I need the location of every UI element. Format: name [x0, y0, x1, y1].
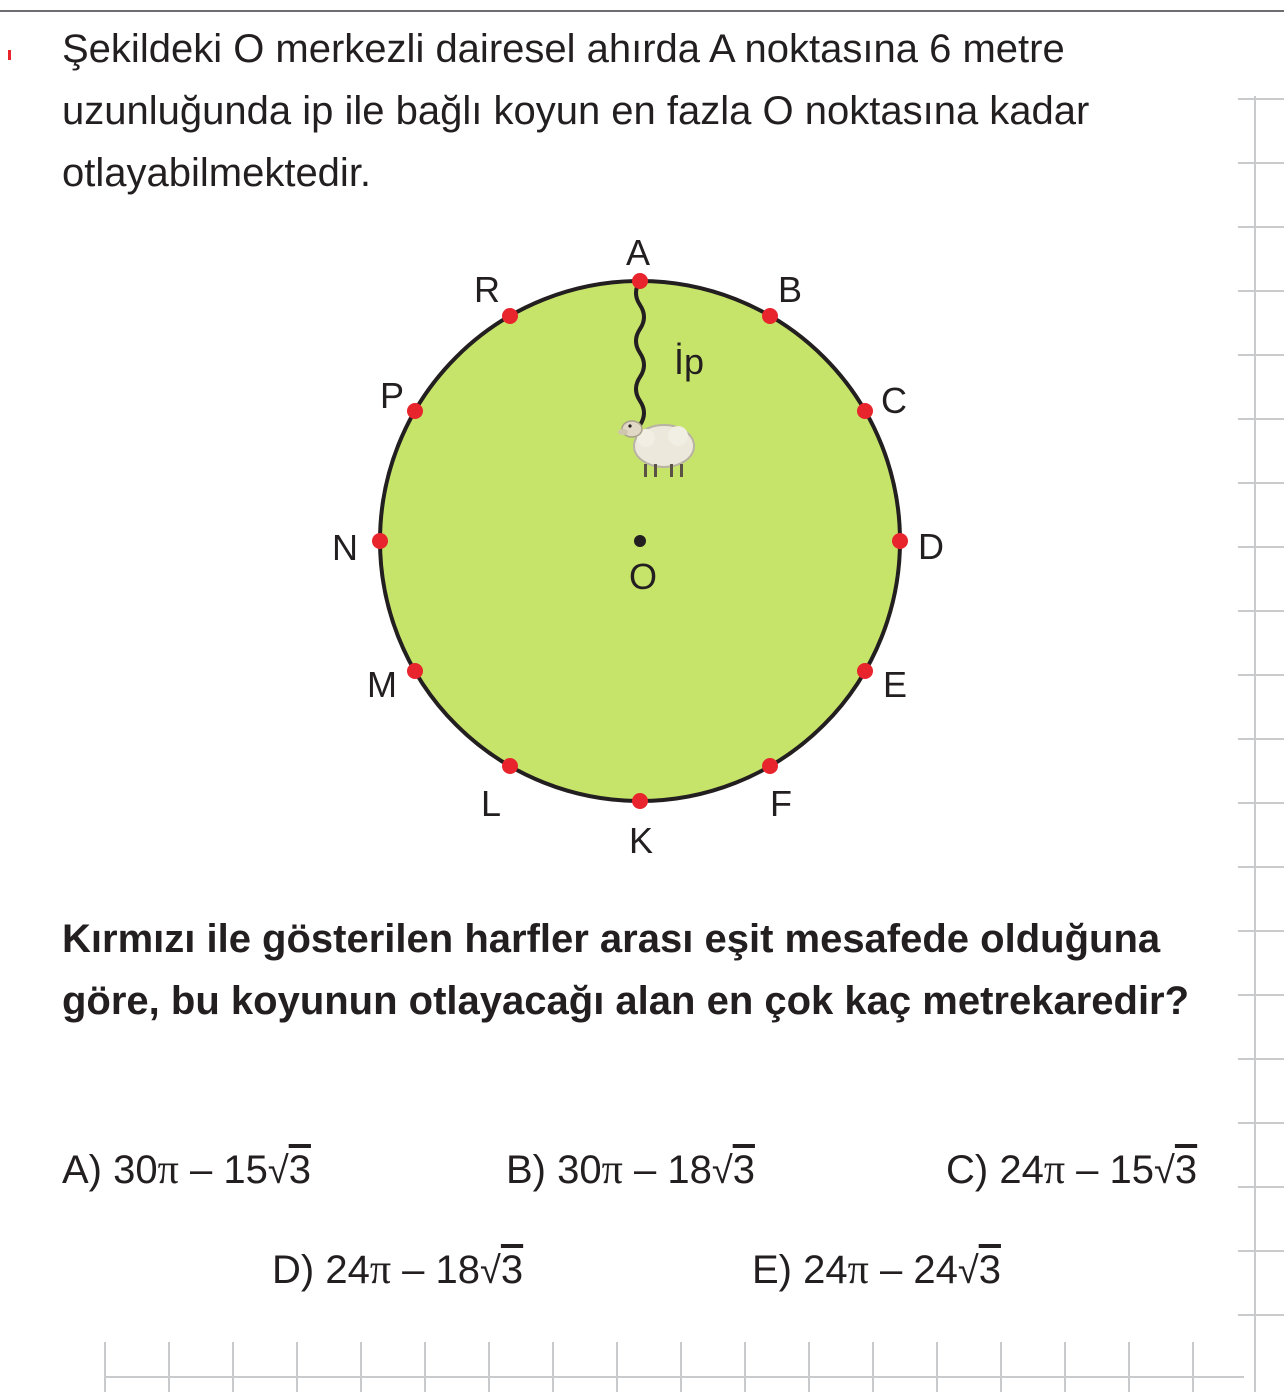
point-label: M: [367, 664, 397, 705]
point-dot: [632, 793, 648, 809]
point-label: B: [777, 269, 803, 310]
point-label: L: [480, 783, 502, 824]
center-label: O: [628, 556, 658, 597]
point-dot: [762, 758, 778, 774]
point-dot: [407, 403, 423, 419]
point-label: P: [379, 375, 405, 416]
point-dot: [632, 273, 648, 289]
point-label: K: [628, 820, 654, 861]
point-dot: [502, 758, 518, 774]
point-dot: [502, 308, 518, 324]
point-dot: [372, 533, 388, 549]
point-dot: [857, 663, 873, 679]
point-label: N: [332, 527, 358, 568]
point-dot: [762, 308, 778, 324]
option-e[interactable]: E) 24π – 24√3: [752, 1247, 1001, 1293]
point-label: R: [474, 269, 500, 310]
option-c[interactable]: C) 24π – 15√3: [946, 1147, 1198, 1193]
point-label: D: [918, 526, 944, 567]
grid-margin-right: [1238, 96, 1284, 1392]
option-a[interactable]: A) 30π – 15√3: [62, 1147, 311, 1193]
point-label: A: [625, 232, 651, 273]
top-rule: [0, 10, 1284, 12]
point-dot: [857, 403, 873, 419]
question-text: Kırmızı ile gösterilen harfler arası eşit mesafede olduğuna göre, bu koyunun otlayacağı alan en çok kaç metrekaredir?: [62, 917, 1190, 1023]
point-label: C: [881, 380, 907, 421]
option-b[interactable]: B) 30π – 18√3: [506, 1147, 755, 1193]
problem-statement: Şekildeki O merkezli dairesel ahırda A noktasına 6 metre uzunluğunda ip ile bağlı koyun en fazla O noktasına kadar otlayabilmektedir.: [62, 27, 1090, 195]
grid-margin-bottom: [104, 1342, 1284, 1392]
point-label: E: [882, 664, 908, 705]
point-dot: [892, 533, 908, 549]
rope-label: İp: [674, 341, 705, 382]
point-dot: [407, 663, 423, 679]
option-d[interactable]: D) 24π – 18√3: [272, 1247, 524, 1293]
margin-marker: [8, 50, 11, 60]
center-point: [634, 535, 646, 547]
point-label: F: [770, 783, 792, 824]
